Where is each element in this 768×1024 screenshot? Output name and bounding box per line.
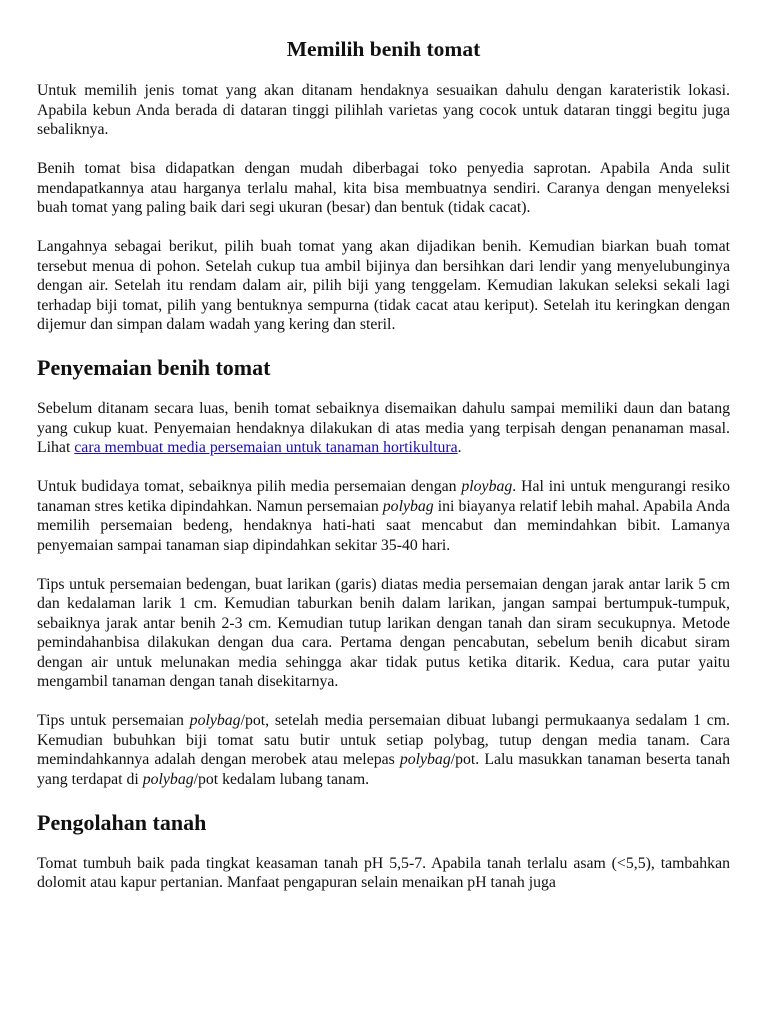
paragraph: Untuk memilih jenis tomat yang akan ditanam hendaknya sesuaikan dahulu dengan karateristik lokasi. Apabila kebun Anda berada di dataran tinggi pilihlah varietas yang cocok untuk dataran tinggi begitu juga sebaliknya. — [37, 82, 730, 138]
paragraph — [37, 399, 730, 458]
italic-term: polybag — [142, 770, 194, 788]
paragraph-text: Tips untuk persemaian — [37, 712, 190, 729]
paragraph — [37, 477, 730, 555]
paragraph: Langahnya sebagai berikut, pilih buah tomat yang akan dijadikan benih. Kemudian biarkan buah tomat tersebut menua di pohon. Setelah cukup tua ambil bijinya dan bersihkan dari lendir yang menyelubunginya dengan air. Setelah itu rendam dalam air, pilih biji yang tenggelam. Kemudian lakukan seleksi sekali lagi terhadap biji tomat, pilih yang bentuknya sempurna (tidak cacat atau keriput). Setelah itu keringkan dengan dijemur dan simpan dalam wadah yang kering dan steril. — [37, 238, 730, 333]
heading-memilih-benih: Memilih benih tomat — [286, 37, 481, 61]
paragraph-text: ini biayanya relatif lebih mahal. Apabila Anda memilih persemaian bedeng, hendaknya hati-hati saat mencabut dan memindahkan bibit. Lamanya penyemaian sampai tanaman siap dipindahkan sekitar 35-40 hari. — [37, 497, 730, 554]
paragraph: Tomat tumbuh baik pada tingkat keasaman tanah pH 5,5-7. Apabila tanah terlalu asam (<5,5), tambahkan dolomit atau kapur pertanian. Manfaat pengapuran selain menaikan pH tanah juga — [37, 854, 730, 891]
paragraph-text: . — [457, 439, 462, 456]
italic-term: ploybag — [461, 478, 513, 495]
paragraph — [37, 711, 730, 789]
paragraph-text: . Hal ini untuk mengurangi resiko tanaman stres ketika dipindahkan. Namun persemaian — [37, 478, 730, 515]
paragraph-text: /pot. Lalu masukkan tanaman beserta tanah yang terdapat di — [37, 751, 730, 788]
heading-pengolahan-tanah: Pengolahan tanah — [37, 809, 207, 835]
paragraph: Benih tomat bisa didapatkan dengan mudah diberbagai toko penyedia saprotan. Apabila Anda sulit mendapatkannya atau harganya terlalu mahal, kita bisa membuatnya sendiri. Caranya dengan menyeleksi buah tomat yang paling baik dari segi ukuran (besar) dan bentuk (tidak cacat). — [37, 160, 730, 216]
paragraph: Tips untuk persemaian bedengan, buat larikan (garis) diatas media persemaian dengan jarak antar larik 5 cm dan kedalaman larik 1 cm. Kemudian taburkan benih dalam larikan, jangan sampai bertumpuk-tumpuk, sebaiknya jarak antar benih 2-3 cm. Kemudian tutup larikan dengan tanah dan siram secukupnya. Metode pemindahanbisa dilakukan dengan dua cara. Pertama dengan pencabutan, sebelum benih dicabut siram dengan air untuk melunakan media sehingga akar tidak putus ketika ditarik. Kedua, cara putar yaitu mengambil tanaman dengan tanah disekitarnya. — [37, 575, 730, 690]
heading-penyemaian: Penyemaian benih tomat — [37, 355, 271, 380]
italic-term: polybag — [382, 497, 434, 515]
paragraph-text: Untuk budidaya tomat, sebaiknya pilih media persemaian dengan — [37, 478, 462, 495]
paragraph-text: Sebelum ditanam secara luas, benih tomat sebaiknya disemaikan dahulu sampai memiliki daun dan batang yang cukup kuat. Penyemaian hendaknya dilakukan di atas media yang terpisah dengan penanaman masal. Lihat — [37, 400, 730, 456]
link-media-persemaian[interactable]: cara membuat media persemaian untuk tanaman hortikultura — [74, 439, 458, 456]
paragraph-text: /pot kedalam lubang tanam. — [193, 770, 370, 788]
paragraph-text: /pot, setelah media persemaian dibuat lubangi permukaanya sedalam 1 cm. Kemudian bubuhkan biji tomat satu butir untuk setiap polybag, tutup dengan media tanam. Cara memindahkannya adalah dengan merobek atau melepas — [37, 712, 730, 768]
italic-term: polybag — [189, 712, 241, 729]
italic-term: polybag — [399, 751, 451, 768]
